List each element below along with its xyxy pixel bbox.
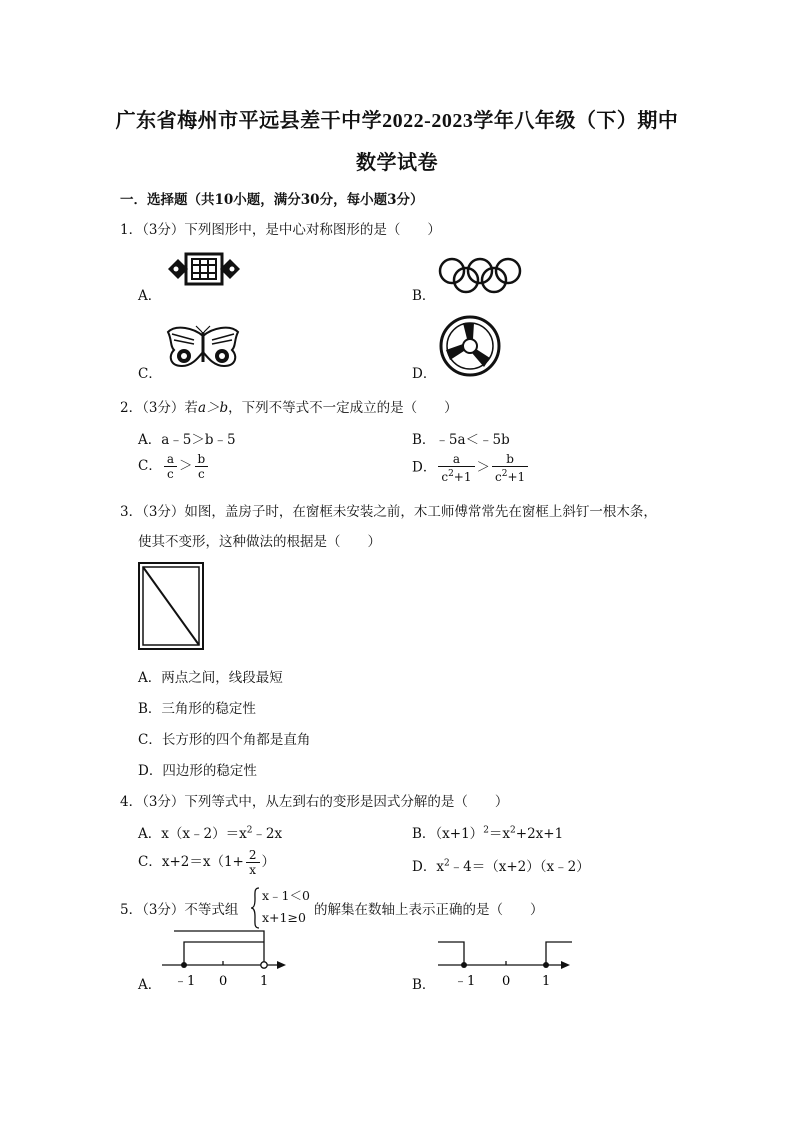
q4a-post: ﹣2x — [252, 826, 283, 842]
q2d-den-right-post: +1 — [507, 470, 526, 484]
q2c-den-right: c — [197, 467, 205, 481]
q2c-frac-left — [164, 452, 177, 481]
q4c-post: ） — [261, 854, 275, 870]
q2c-num-left: a — [164, 452, 177, 467]
axis-b-tick-0: 0 — [502, 974, 511, 989]
axis-a-tick-0: 0 — [219, 974, 228, 989]
q2-stem-post: ，下列不等式不一定成立的是（ ） — [228, 400, 458, 416]
axis-b-tick-neg1: ﹣1 — [454, 974, 476, 989]
q4a-pre: A．x（x﹣2）＝x — [138, 826, 247, 842]
q4-option-c — [138, 848, 275, 877]
q1-option-d-label: D． — [412, 366, 437, 382]
axis-a-tick-1: 1 — [260, 974, 269, 989]
q2c-den-left: c — [167, 467, 174, 481]
q4d-post: ﹣4＝（x+2）（x﹣2） — [449, 859, 590, 875]
q5-option-a-label: A． — [138, 977, 162, 993]
q2d-den-left-sup: 2 — [448, 469, 454, 479]
q4c-den: x — [249, 863, 257, 877]
q1-option-a-label: A． — [138, 288, 162, 304]
butterfly-figure — [164, 326, 242, 370]
number-line-b — [436, 928, 576, 990]
q2-option-d-label: D． — [412, 459, 437, 476]
q5-stem-pre: 5．（3分）不等式组 — [120, 902, 239, 918]
q2d-num-right: b — [492, 452, 528, 467]
q2c-relation: ＞ — [179, 458, 193, 474]
q3-option-b: B．三角形的稳定性 — [138, 701, 256, 717]
steering-wheel-figure — [438, 314, 502, 378]
q4b-sup: 2 — [483, 825, 489, 836]
q4d-pre: D．x — [412, 859, 444, 875]
exam-title-line2: 数学试卷 — [356, 152, 438, 174]
q3-option-d: D．四边形的稳定性 — [138, 763, 257, 779]
q1-option-c-label: C． — [138, 366, 162, 382]
number-line-a — [160, 928, 290, 990]
q3-option-c: C．长方形的四个角都是直角 — [138, 732, 311, 748]
q4a-sup: 2 — [246, 825, 253, 836]
q4b-pre: B．（x+1） — [412, 826, 484, 842]
q2-option-a: A．a﹣5＞b﹣5 — [138, 432, 236, 448]
q5-stem-post: 的解集在数轴上表示正确的是（ ） — [314, 902, 544, 918]
q4b-post: +2x+1 — [515, 826, 564, 842]
q4-option-d — [412, 855, 590, 875]
q4-option-a — [138, 822, 282, 842]
q2-stem-pre: 2．（3分）若 — [120, 400, 198, 416]
q2d-den-left-base: c — [441, 470, 449, 484]
q2-condition: a＞b — [197, 400, 229, 416]
q4d-sup: 2 — [443, 858, 450, 869]
q2d-frac-left — [438, 452, 474, 484]
q2-option-c — [138, 452, 210, 481]
q2d-den-right — [492, 467, 528, 484]
q2d-den-left-post: +1 — [453, 470, 472, 484]
q3-option-a: A．两点之间，线段最短 — [138, 670, 283, 686]
q2d-den-left — [438, 467, 474, 484]
section-heading: 一．选择题（共10小题，满分30分，每小题3分） — [120, 192, 424, 208]
q2-option-d — [412, 452, 530, 484]
q4c-frac — [246, 848, 260, 877]
q2c-frac-right — [195, 452, 209, 481]
q1-stem: 1．（3分）下列图形中，是中心对称图形的是（ ） — [120, 222, 441, 238]
q1-option-b-label: B． — [412, 288, 436, 304]
q4-stem: 4．（3分）下列等式中，从左到右的变形是因式分解的是（ ） — [120, 794, 509, 810]
q3-stem-line2: 使其不变形，这种做法的根据是（ ） — [138, 534, 381, 550]
axis-b-tick-1: 1 — [542, 974, 551, 989]
q4b-sup2: 2 — [510, 825, 516, 836]
q2d-den-right-sup: 2 — [501, 469, 508, 479]
q5-system-ineq2: x+1≥0 — [262, 910, 306, 925]
window-frame-figure — [138, 562, 204, 650]
q4c-num: 2 — [246, 848, 260, 863]
q4-option-b — [412, 822, 563, 842]
axis-a-tick-neg1: ﹣1 — [174, 974, 196, 989]
exam-title-line1: 广东省梅州市平远县差干中学2022-2023学年八年级（下）期中 — [115, 110, 679, 132]
q2d-den-right-base: c — [495, 470, 502, 484]
q2d-num-left: a — [438, 452, 474, 467]
q2d-frac-right — [492, 452, 528, 484]
q5-system-ineq1: x﹣1＜0 — [262, 888, 310, 903]
q5-option-b-label: B． — [412, 977, 436, 993]
q2c-num-right: b — [195, 452, 209, 467]
q2-option-c-label: C． — [138, 458, 162, 474]
chinese-knot-figure — [164, 250, 244, 288]
q2-stem — [120, 396, 458, 416]
system-brace — [250, 887, 260, 929]
q2-option-b: B．﹣5a＜﹣5b — [412, 432, 510, 448]
q4c-pre: C．x+2＝x（1+ — [138, 854, 244, 870]
q2d-relation: ＞ — [476, 459, 490, 476]
olympic-rings-figure — [438, 256, 522, 294]
q4b-mid: ＝x — [488, 826, 511, 842]
q3-stem-line1: 3．（3分）如图，盖房子时，在窗框未安装之前，木工师傅常常先在窗框上斜钉一根木条， — [120, 504, 657, 520]
